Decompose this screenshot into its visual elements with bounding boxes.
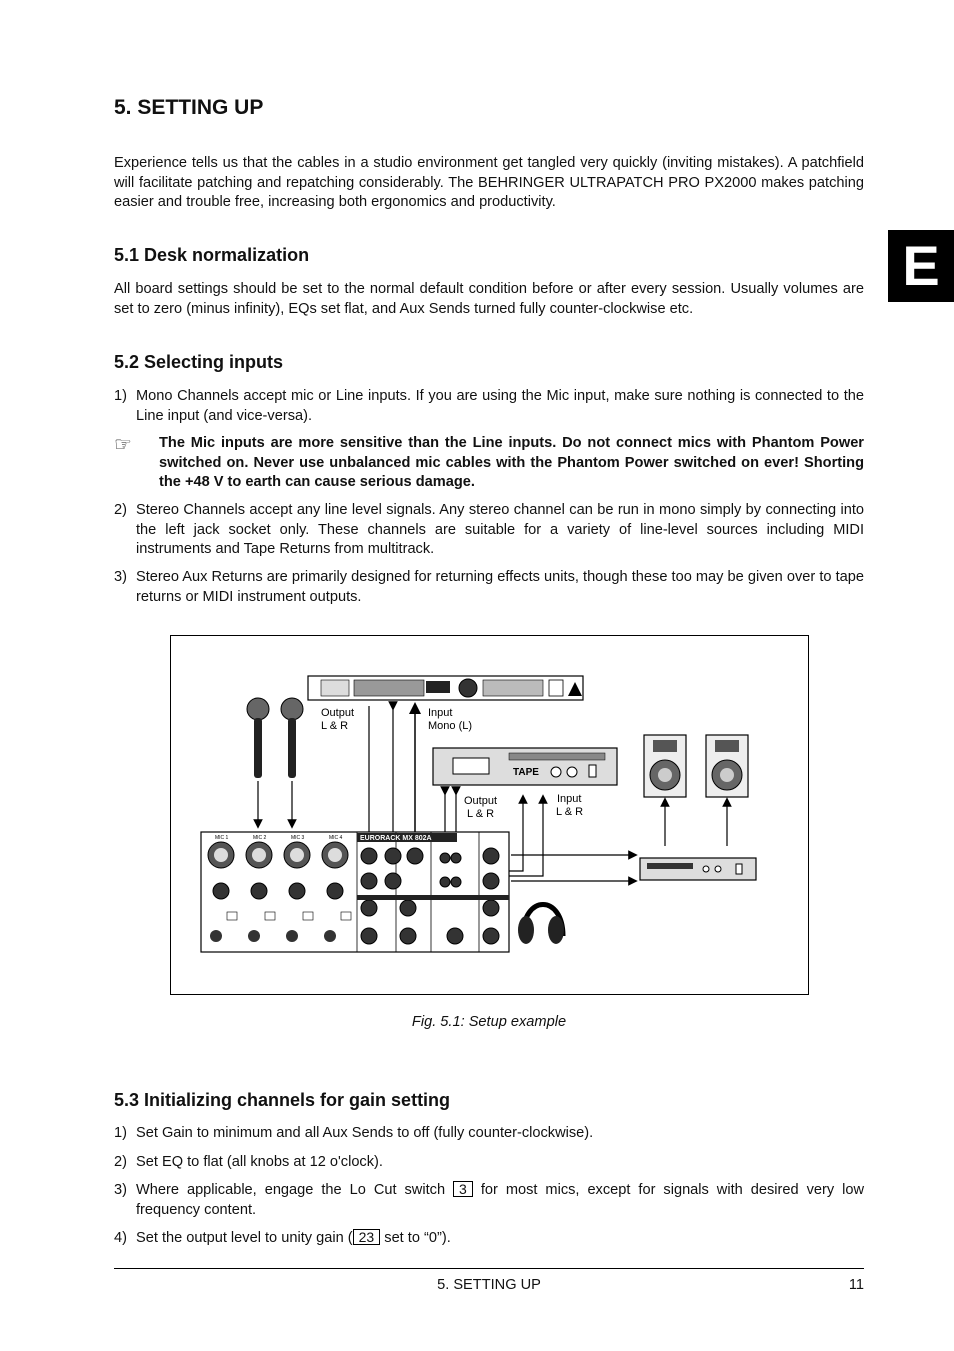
list-text: Set EQ to flat (all knobs at 12 o'clock). (136, 1154, 383, 1170)
text-part: set to “0”). (384, 1230, 451, 1246)
list-number: 3) (114, 1182, 127, 1198)
reference-number-box: 23 (353, 1229, 381, 1245)
headphones-icon (518, 905, 564, 945)
mic-label: MIC 4 (329, 835, 343, 841)
list-text (136, 1181, 864, 1220)
setup-figure (170, 635, 809, 995)
list-number: 2) (114, 1154, 127, 1170)
list-number: 2) (114, 502, 127, 518)
microphone-icon (281, 698, 303, 778)
effects-processor-icon (308, 676, 583, 700)
label-input-fx-mono: Mono (L) (428, 720, 473, 732)
section-tab: E (888, 230, 954, 302)
tape-label: TAPE (513, 767, 539, 778)
figure-caption: Fig. 5.1: Setup example (411, 1014, 567, 1030)
page-number: 11 (848, 1277, 864, 1293)
label-input-fx: Input (428, 707, 453, 719)
list-text: Mono Channels accept mic or Line inputs. If you are using the Mic input, make sure nothing is connected to the Line input (and vice-versa). (136, 388, 864, 424)
label-output-tape-lr: L & R (467, 808, 495, 820)
section-5-1-heading: 5.1 Desk normalization (114, 245, 310, 265)
mic-label: MIC 2 (253, 835, 267, 841)
label-output-tape: Output (464, 795, 498, 807)
list-number: 1) (114, 388, 127, 404)
microphone-icon (247, 698, 269, 778)
list-text (136, 1229, 864, 1249)
setup-diagram (171, 636, 808, 994)
intro-paragraph: Experience tells us that the cables in a studio environment get tangled very quickly (inviting mistakes). A patchfield will facilitate patching and repatching considerably. The BEHRINGER ULTRAPATCH PRO PX2000 makes patching easier and trouble free, increasing both ergonomics and productivity. (114, 155, 864, 210)
list-number: 1) (114, 1125, 127, 1141)
label-input-tape: Input (557, 793, 582, 805)
label-input-tape-lr: L & R (556, 806, 584, 818)
footer-section-title: 5. SETTING UP (437, 1277, 541, 1293)
page-title: 5. SETTING UP (114, 96, 264, 119)
label-output-fx-lr: L & R (321, 720, 349, 732)
tape-deck-icon (433, 748, 617, 785)
speaker-icon (644, 735, 686, 797)
warning-text: The Mic inputs are more sensitive than the Line inputs. Do not connect mics with Phantom Power switched on. Never use unbalanced mic cables with the Phantom Power switched on ever! Shorting the +48 V to earth can cause serious damage. (159, 435, 864, 490)
mic-label: MIC 3 (291, 835, 305, 841)
section-5-1-text: All board settings should be set to the normal default condition before or after every session. Usually volumes are set to zero (minus infinity), EQs set flat, and Aux Sends turned fully counter-clockwise etc. (114, 281, 864, 317)
text-part: Where applicable, engage the Lo Cut switch (136, 1182, 446, 1198)
list-text: Stereo Aux Returns are primarily designed for returning effects units, though these too may be given over to tape returns or MIDI instrument outputs. (136, 569, 864, 605)
label-output-fx: Output (321, 707, 355, 719)
list-text: Stereo Channels accept any line level signals. Any stereo channel can be run in mono simply by connecting into the left jack socket only. These channels are suitable for a variety of line-level sources including MIDI instruments and Tape Returns from multitrack. (136, 502, 864, 557)
section-5-3-heading: 5.3 Initializing channels for gain setting (114, 1090, 451, 1110)
list-number: 4) (114, 1230, 127, 1246)
list-text: Set Gain to minimum and all Aux Sends to off (fully counter-clockwise). (136, 1125, 594, 1141)
mic-label: MIC 1 (215, 835, 229, 841)
list-number: 3) (114, 569, 127, 585)
mixer-icon (201, 832, 509, 952)
section-5-2-heading: 5.2 Selecting inputs (114, 352, 284, 372)
text-part: Set the output level to unity gain ( (136, 1230, 353, 1246)
power-amplifier-icon (640, 858, 756, 880)
footer-rule (114, 1268, 864, 1269)
reference-number-box: 3 (453, 1181, 473, 1197)
speaker-icon (706, 735, 748, 797)
mixer-name: EURORACK MX 802A (360, 835, 432, 842)
pointing-hand-icon: ☞ (114, 434, 132, 456)
text-part: for most mics, except for signals with desired very low frequency content. (136, 1182, 865, 1218)
